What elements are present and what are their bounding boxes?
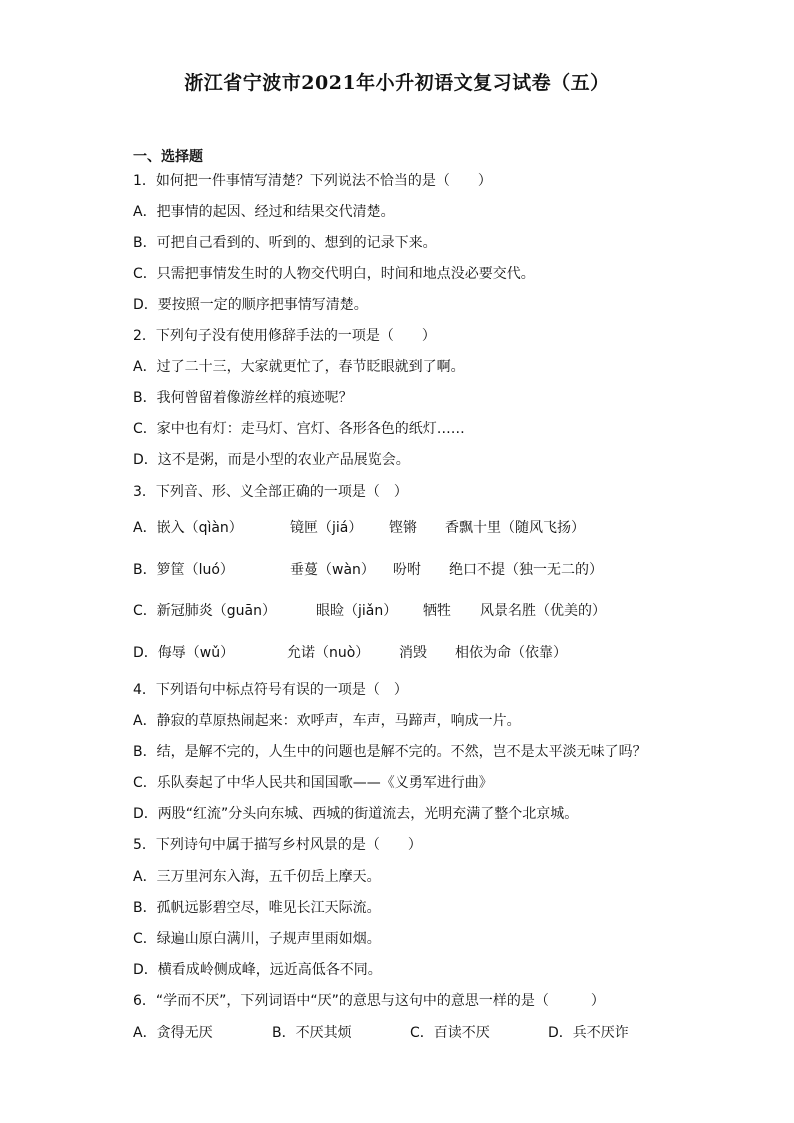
question-4-option-c: C．乐队奏起了中华人民共和国国歌——《义勇军进行曲》 [133, 775, 493, 791]
question-4-stem: 4．下列语句中标点符号有误的一项是（ ） [133, 682, 408, 698]
question-5-option-a: A．三万里河东入海，五千仞岳上摩天。 [133, 869, 381, 885]
question-3-option-b-part-4: 绝口不提（独一无二的） [449, 562, 603, 578]
question-3-option-d-part-4: 相依为命（依靠） [455, 645, 567, 661]
question-5-stem: 5．下列诗句中属于描写乡村风景的是（ ） [133, 837, 422, 853]
section-heading: 一、选择题 [133, 149, 203, 165]
question-1-option-b: B．可把自己看到的、听到的、想到的记录下来。 [133, 235, 437, 251]
question-5-option-b: B．孤帆远影碧空尽，唯见长江天际流。 [133, 900, 381, 916]
question-3-option-b-part-2: 垂蔓（wàn） [290, 562, 375, 578]
question-2-option-b: B．我何曾留着像游丝样的痕迹呢？ [133, 390, 353, 406]
question-5-option-d: D．横看成岭侧成峰，远近高低各不同。 [133, 962, 382, 978]
question-1-option-a: A．把事情的起因、经过和结果交代清楚。 [133, 204, 395, 220]
page-title: 浙江省宁波市2021年小升初语文复习试卷（五） [184, 72, 610, 94]
question-3-option-c-part-1: C．新冠肺炎（guān） [133, 603, 276, 619]
question-3-option-c-part-4: 风景名胜（优美的） [480, 603, 606, 619]
question-3-option-c-part-3: 牺牲 [423, 603, 451, 619]
question-6-option-a: A．贪得无厌 [133, 1025, 213, 1041]
question-3-option-a-part-4: 香飘十里（随风飞扬） [445, 520, 585, 536]
question-2-stem: 2．下列句子没有使用修辞手法的一项是（ ） [133, 328, 436, 344]
question-3-option-a-part-3: 铿锵 [389, 520, 417, 536]
question-2-option-c: C．家中也有灯：走马灯、宫灯、各形各色的纸灯…… [133, 421, 465, 437]
question-5-option-c: C．绿遍山原白满川，子规声里雨如烟。 [133, 931, 381, 947]
question-4-option-a: A．静寂的草原热闹起来：欢呼声，车声，马蹄声，响成一片。 [133, 713, 521, 729]
question-1-option-c: C．只需把事情发生时的人物交代明白，时间和地点没必要交代。 [133, 266, 535, 282]
question-6-option-c: C．百读不厌 [410, 1025, 490, 1041]
question-4-option-b: B．结，是解不完的，人生中的问题也是解不完的。不然，岂不是太平淡无味了吗？ [133, 744, 647, 760]
question-3-option-d-part-2: 允诺（nuò） [287, 645, 370, 661]
question-3-option-a-part-2: 镜匣（jiá） [290, 520, 363, 536]
question-3-option-b-part-3: 吩咐 [393, 562, 421, 578]
question-1-stem: 1．如何把一件事情写清楚？下列说法不恰当的是（ ） [133, 173, 492, 189]
question-6-stem: 6．“学而不厌”，下列词语中“厌”的意思与这句中的意思一样的是（ ） [133, 993, 605, 1009]
question-3-option-d-part-1: D．侮辱（wǔ） [133, 645, 235, 661]
question-4-option-d: D．两股“红流”分头向东城、西城的街道流去，光明充满了整个北京城。 [133, 806, 579, 822]
question-3-option-d-part-3: 消毁 [399, 645, 427, 661]
question-2-option-a: A．过了二十三，大家就更忙了，春节眨眼就到了啊。 [133, 359, 465, 375]
question-2-option-d: D．这不是粥，而是小型的农业产品展览会。 [133, 452, 410, 468]
question-3-option-a-part-1: A．嵌入（qìàn） [133, 520, 243, 536]
question-3-stem: 3．下列音、形、义全部正确的一项是（ ） [133, 484, 408, 500]
question-3-option-c-part-2: 眼睑（jiǎn） [316, 603, 398, 619]
question-6-option-b: B．不厌其烦 [272, 1025, 352, 1041]
question-6-option-d: D．兵不厌诈 [548, 1025, 629, 1041]
question-3-option-b-part-1: B．箩筐（luó） [133, 562, 234, 578]
question-1-option-d: D．要按照一定的顺序把事情写清楚。 [133, 297, 368, 313]
